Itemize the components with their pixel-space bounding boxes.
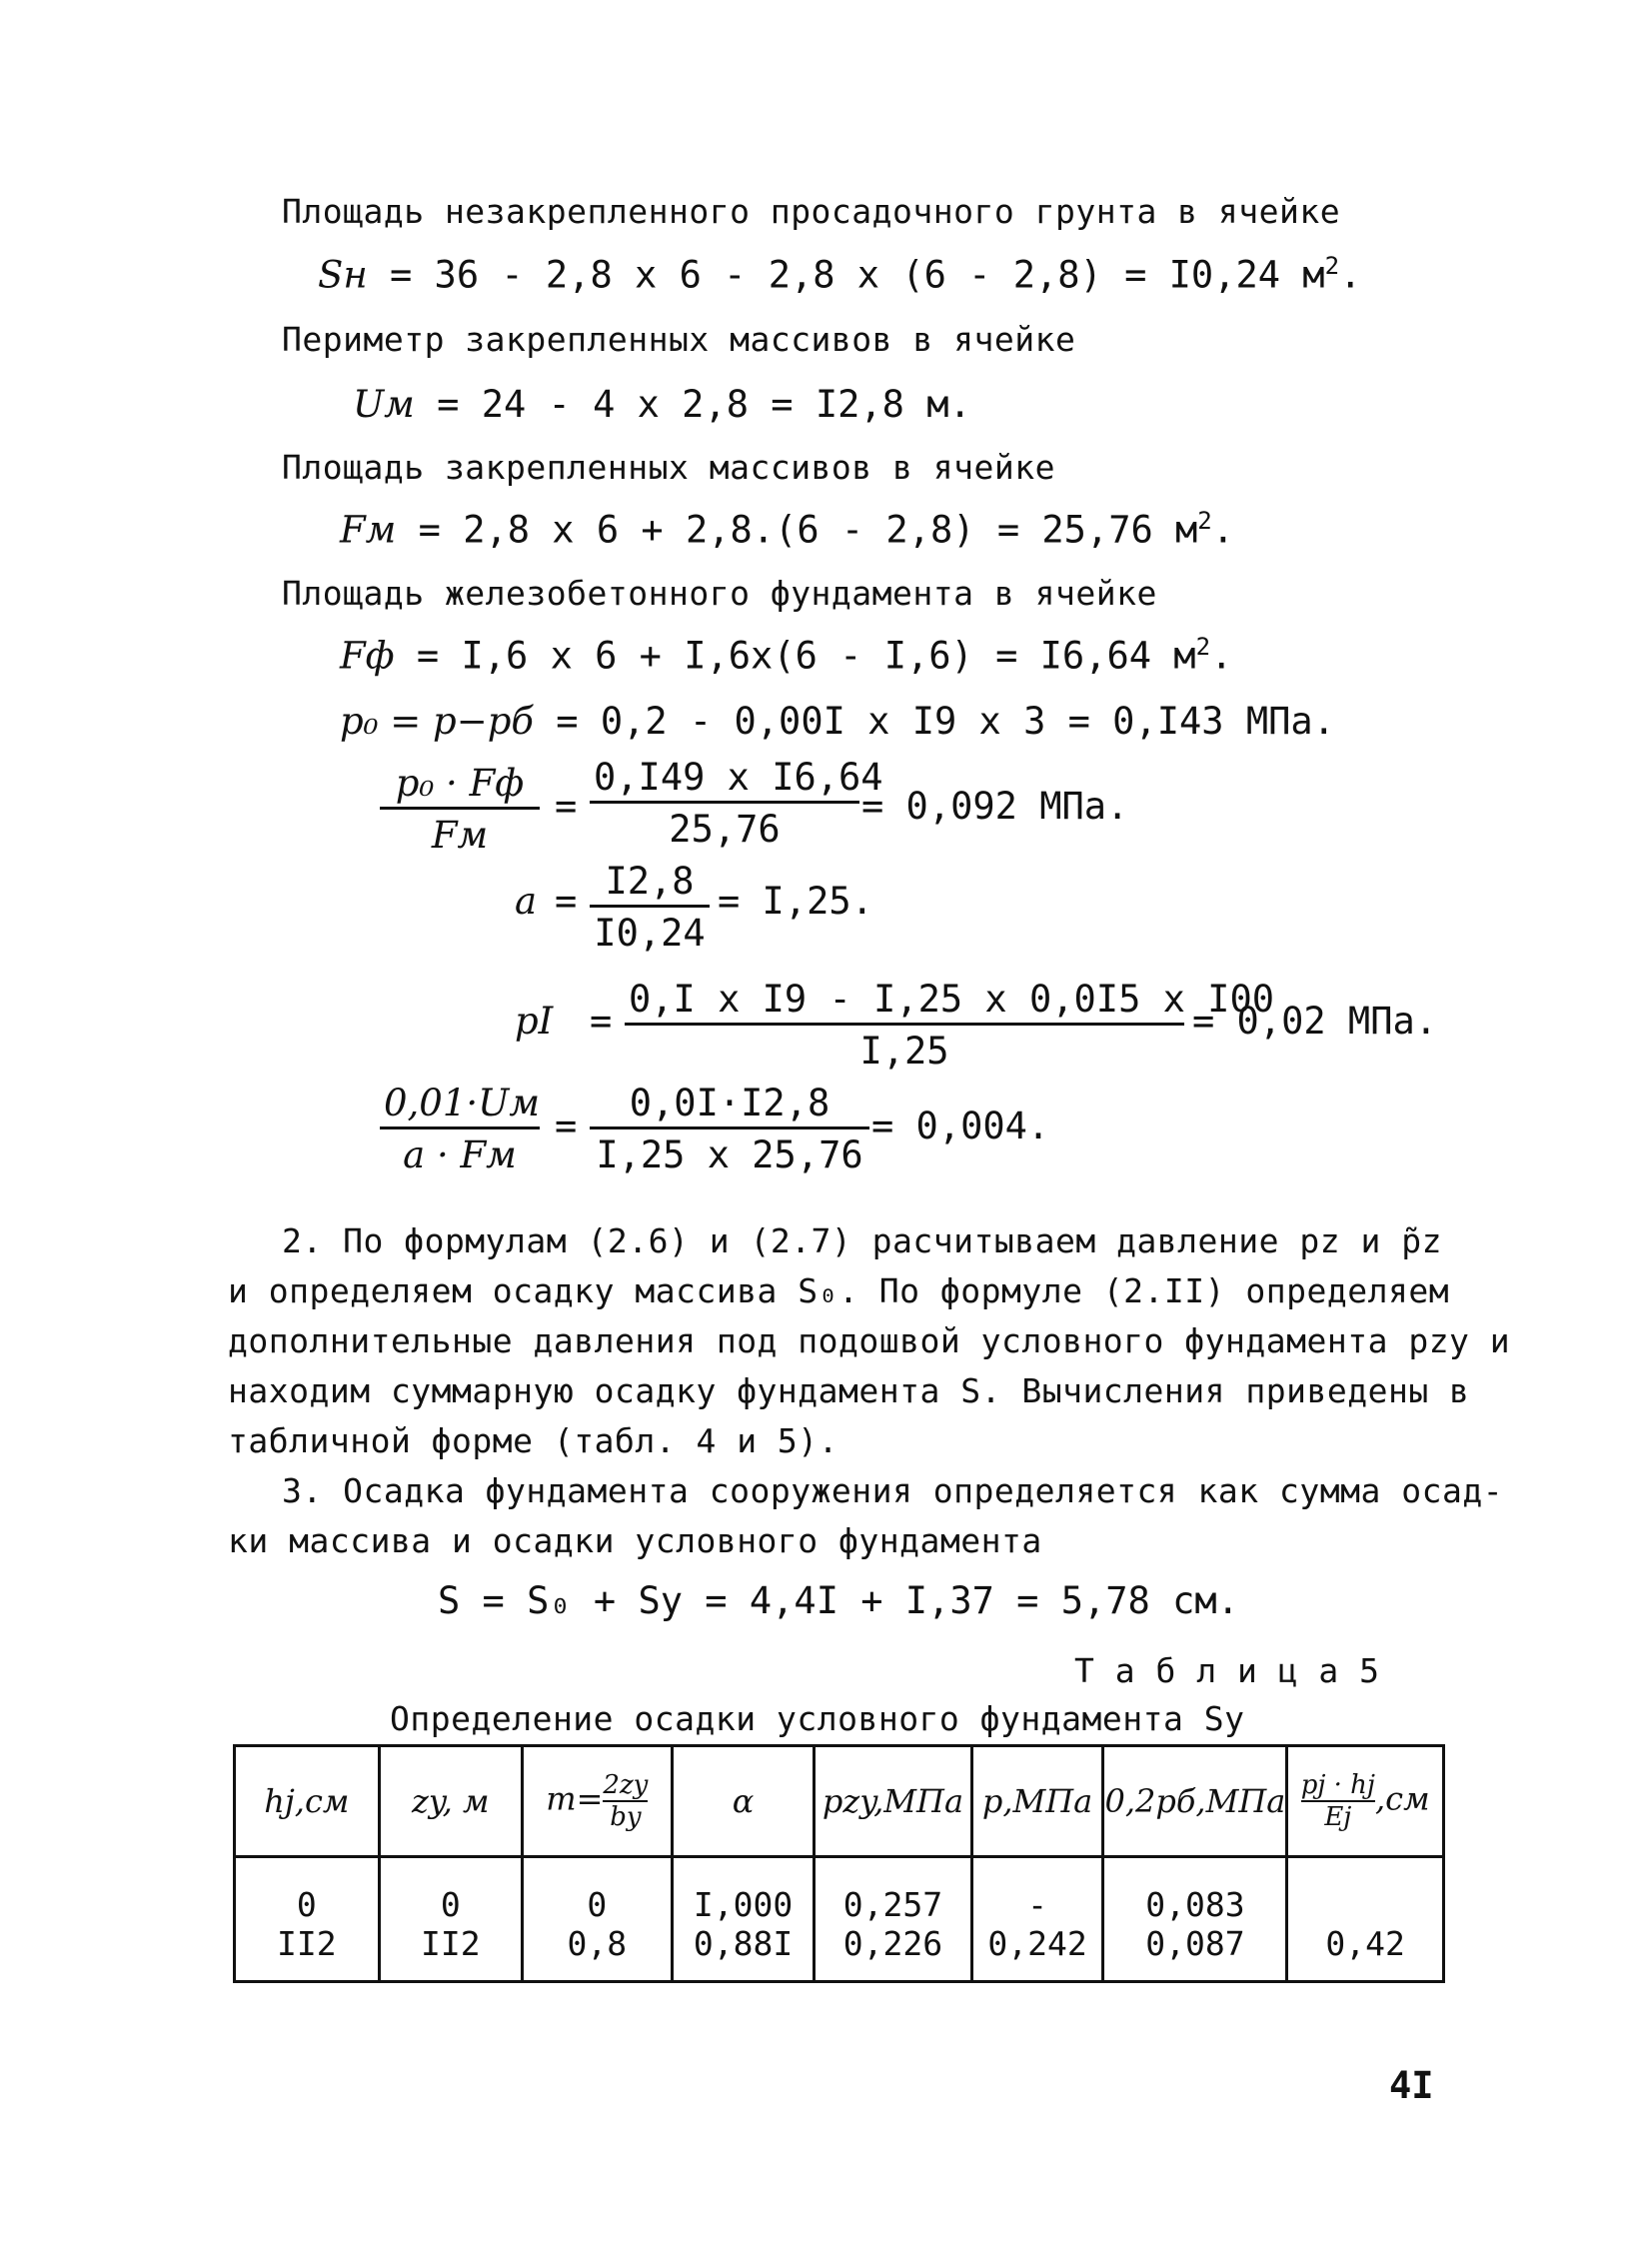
fraction-2-lhs <box>380 1082 540 1176</box>
header-m-num: 2zy <box>603 1770 649 1800</box>
fraction-alpha <box>590 860 710 955</box>
fraction-1-den: 25,76 <box>669 808 781 851</box>
paragraph-2-line-5: табличной форме (табл. 4 и 5). <box>228 1421 839 1460</box>
fraction-alpha-den: I0,24 <box>594 912 706 955</box>
table-cell: 0,242 <box>971 1924 1103 1982</box>
sn-rhs: = 36 - 2,8 x 6 - 2,8 x (6 - 2,8) = I0,24 м <box>390 253 1325 297</box>
fraction-2-den: I,25 x 25,76 <box>596 1133 863 1176</box>
formula-ff: Fф = I,6 x 6 + I,6x(6 - I,6) = I6,64 $м^2$. <box>340 633 1233 678</box>
table-cell: II2 <box>379 1924 522 1982</box>
table-cell: II2 <box>235 1924 380 1982</box>
header-pzy: pzy,МПа <box>815 1746 971 1857</box>
formula-um <box>353 383 971 426</box>
fraction-p1-den: I,25 <box>859 1030 949 1073</box>
alpha-lhs: a <box>515 880 538 923</box>
p1-result: = 0,02 МПа. <box>1192 1000 1438 1043</box>
table-cell: I,000 <box>672 1857 815 1925</box>
alpha-result: = I,25. <box>718 880 873 923</box>
table-cell: 0 <box>235 1857 380 1925</box>
fraction-1-lhs-num: p₀ · Fф <box>380 762 540 810</box>
sn-exp: 2 <box>1324 252 1340 280</box>
sn-lhs: Sн <box>318 253 368 297</box>
table-cell: 0,226 <box>815 1924 971 1982</box>
table-title: Определение осадки условного фундамента Sy <box>390 1699 1245 1738</box>
formula-sn: Sн = 36 - 2,8 x 6 - 2,8 x (6 - 2,8) = I0,24 $м^2$. <box>318 252 1362 297</box>
text-line-2: Периметр закрепленных массивов в ячейке <box>282 320 1076 359</box>
fraction-1-lhs <box>380 762 540 857</box>
table-cell: 0,42 <box>1287 1924 1444 1982</box>
paragraph-2-line-1: 2. По формулам (2.6) и (2.7) расчитываем давление pz и p̃z <box>282 1221 1442 1260</box>
table-cell: 0,257 <box>815 1857 971 1925</box>
table-header-row <box>235 1746 1444 1857</box>
settlement-formula: S = S₀ + Sy = 4,4I + I,37 = 5,78 см. <box>438 1579 1239 1622</box>
fm-rhs: = 2,8 x 6 + 2,8.(6 - 2,8) = 25,76 м <box>418 508 1198 552</box>
table-cell <box>1287 1857 1444 1925</box>
ff-rhs: = I,6 x 6 + I,6x(6 - I,6) = I6,64 м <box>416 634 1196 678</box>
table-row <box>235 1924 1444 1982</box>
table-cell: 0,083 <box>1103 1857 1287 1925</box>
settlement-table <box>233 1744 1445 1983</box>
fraction-1 <box>590 756 883 851</box>
p0-rhs: = 0,2 - 0,00I x I9 x 3 = 0,I43 МПа. <box>556 700 1335 743</box>
text-line-1: Площадь незакрепленного просадочного грунта в ячейке <box>282 192 1341 231</box>
fm-exp: 2 <box>1197 507 1212 535</box>
table-cell: 0 <box>379 1857 522 1925</box>
paragraph-2-line-2: и определяем осадку массива S₀. По формуле (2.II) определяем <box>228 1271 1450 1310</box>
header-m-prefix: m= <box>546 1779 604 1818</box>
fraction-2-result: = 0,004. <box>871 1105 1050 1147</box>
table-cell: 0 <box>522 1857 672 1925</box>
p1-lhs: pI <box>515 1000 554 1043</box>
paragraph-2-line-3: дополнительные давления под подошвой условного фундамента pzy и <box>228 1321 1511 1360</box>
p0-lhs: p₀ = p−pб <box>340 700 534 743</box>
text-line-4: Площадь железобетонного фундамента в ячейке <box>282 574 1157 613</box>
um-rhs: = 24 - 4 x 2,8 = I2,8 м. <box>437 383 971 426</box>
text-line-3: Площадь закрепленных массивов в ячейке <box>282 448 1055 487</box>
table-label: Т а б л и ц а 5 <box>1074 1651 1380 1690</box>
header-settlement-num: pj · hj <box>1300 1770 1375 1800</box>
table-row <box>235 1857 1444 1925</box>
table-cell: - <box>971 1857 1103 1925</box>
ff-lhs: Fф <box>340 634 395 678</box>
header-alpha: α <box>672 1746 815 1857</box>
fraction-alpha-num: I2,8 <box>590 860 710 908</box>
fraction-p1-num: 0,I x I9 - I,25 x 0,0I5 x I00 <box>625 978 1184 1026</box>
header-p: p,МПа <box>971 1746 1103 1857</box>
fraction-2 <box>590 1082 869 1176</box>
equals-2: = <box>555 1105 578 1147</box>
fraction-1-result: = 0,092 МПа. <box>861 785 1129 828</box>
header-settlement-den: Ej <box>1324 1802 1352 1832</box>
equals-alpha: = <box>555 880 578 923</box>
header-zy: zy, м <box>379 1746 522 1857</box>
header-02pb: 0,2pб,МПа <box>1103 1746 1287 1857</box>
formula-p0 <box>340 700 1335 743</box>
fm-lhs: Fм <box>340 508 397 552</box>
paragraph-3-line-1: 3. Осадка фундамента сооружения определяется как сумма осад- <box>282 1471 1504 1510</box>
header-settlement-unit: ,см <box>1375 1779 1430 1818</box>
table-cell: 0,8 <box>522 1924 672 1982</box>
fraction-2-num: 0,0I·I2,8 <box>590 1082 869 1129</box>
header-m <box>522 1746 672 1857</box>
table-cell: 0,087 <box>1103 1924 1287 1982</box>
header-settlement <box>1287 1746 1444 1857</box>
fraction-2-lhs-den: a · Fм <box>403 1133 517 1176</box>
fraction-1-lhs-den: Fм <box>431 814 489 857</box>
fraction-1-num: 0,I49 x I6,64 <box>590 756 859 804</box>
header-hj: hj,см <box>235 1746 380 1857</box>
fraction-p1 <box>625 978 1275 1073</box>
equals-1: = <box>555 785 578 828</box>
page-number: 4I <box>1389 2064 1434 2107</box>
paragraph-3-line-2: ки массива и осадки условного фундамента <box>228 1521 1042 1560</box>
ff-exp: 2 <box>1195 633 1211 661</box>
fraction-2-lhs-num: 0,01·Uм <box>380 1082 540 1129</box>
paragraph-2-line-4: находим суммарную осадку фундамента S. Вычисления приведены в <box>228 1371 1470 1410</box>
formula-fm: Fм = 2,8 x 6 + 2,8.(6 - 2,8) = 25,76 $м^2$. <box>340 507 1235 552</box>
um-lhs: Uм <box>353 383 415 426</box>
equals-p1: = <box>590 1000 613 1043</box>
table-cell: 0,88I <box>672 1924 815 1982</box>
header-m-den: by <box>610 1802 642 1832</box>
